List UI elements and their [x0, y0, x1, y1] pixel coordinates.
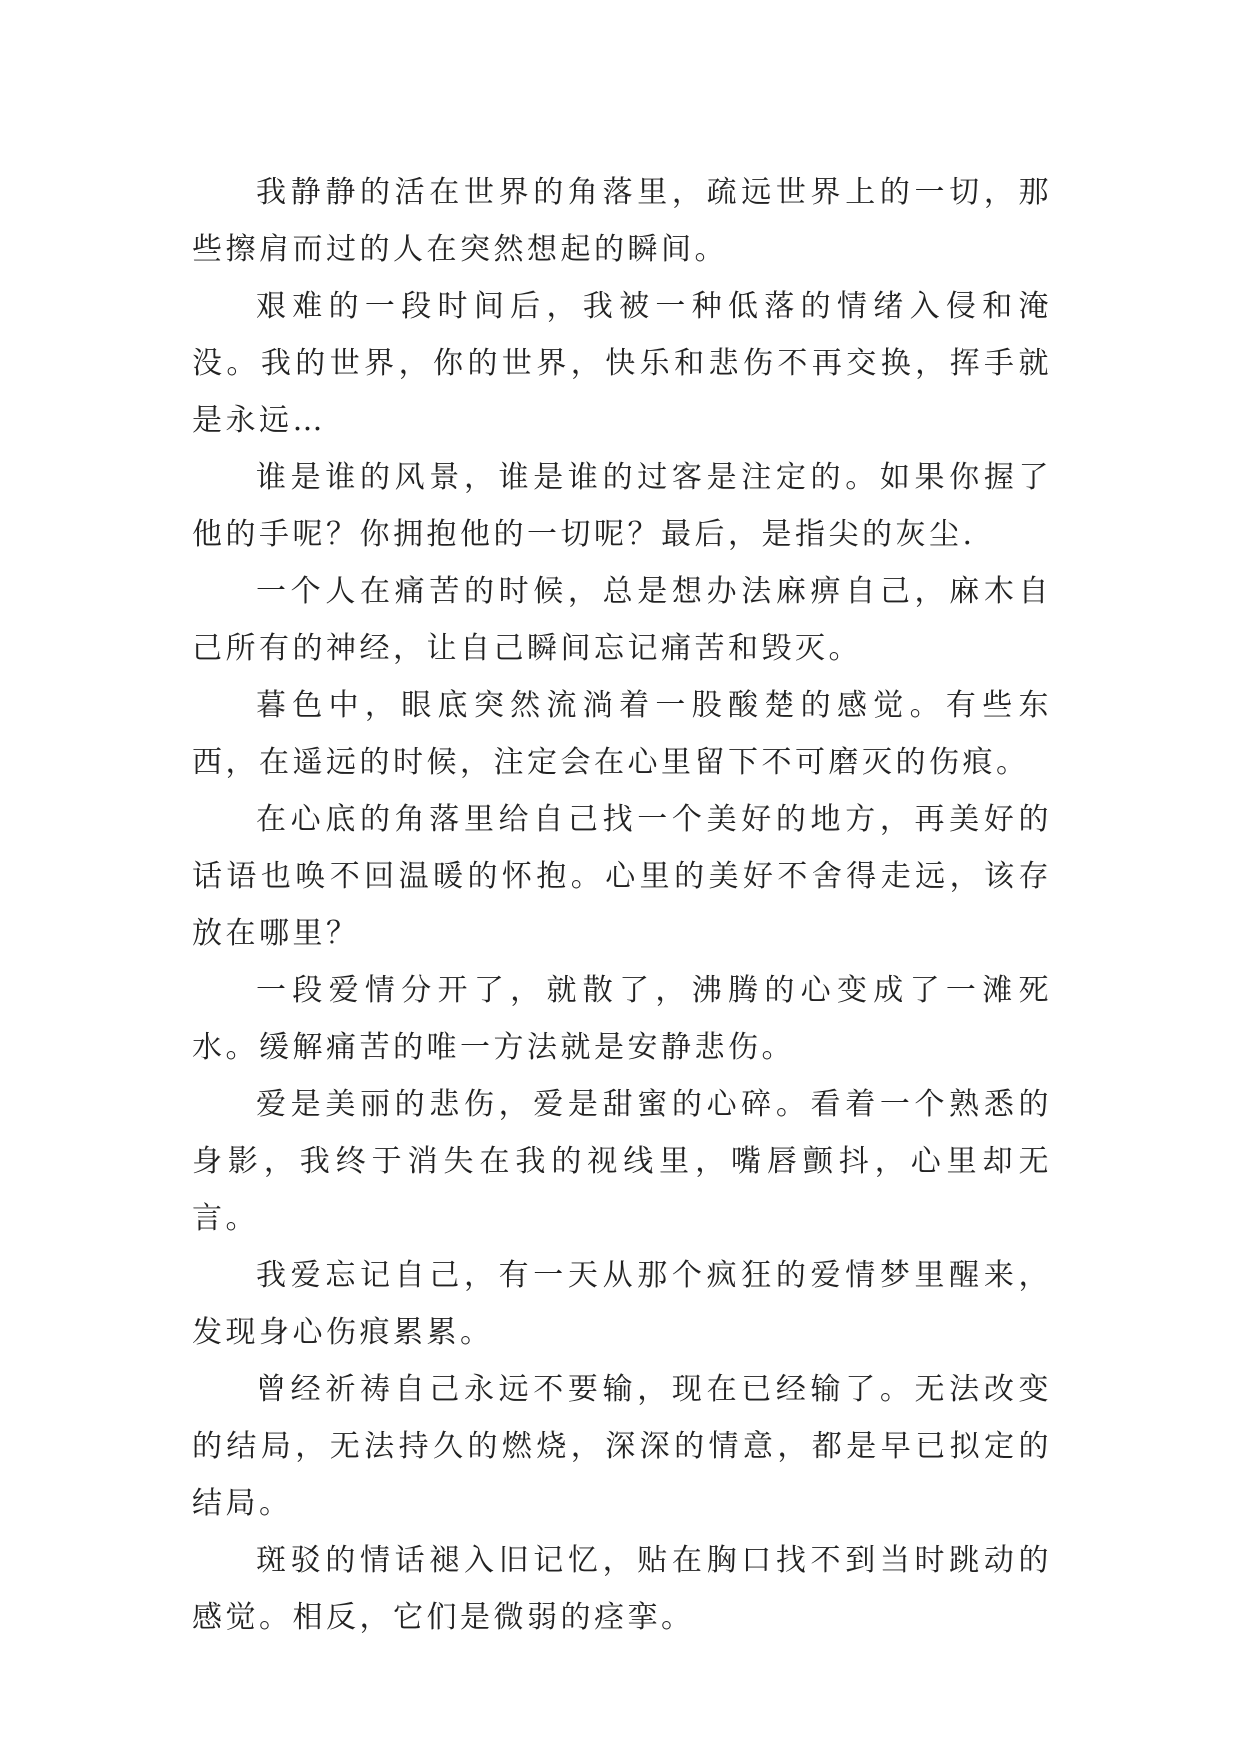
- paragraph: 爱是美丽的悲伤，爱是甜蜜的心碎。看着一个熟悉的身影，我终于消失在我的视线里，嘴唇颤抖，心里却无言。: [192, 1087, 1052, 1236]
- paragraph: 在心底的角落里给自己找一个美好的地方，再美好的话语也唤不回温暖的怀抱。心里的美好不舍得走远，该存放在哪里？: [192, 802, 1052, 951]
- document-body: [192, 164, 1052, 1646]
- paragraph: 暮色中，眼底突然流淌着一股酸楚的感觉。有些东西，在遥远的时候，注定会在心里留下不可磨灭的伤痕。: [192, 688, 1052, 780]
- paragraph: 一段爱情分开了，就散了，沸腾的心变成了一滩死水。缓解痛苦的唯一方法就是安静悲伤。: [192, 973, 1052, 1065]
- paragraph: 我静静的活在世界的角落里，疏远世界上的一切，那些擦肩而过的人在突然想起的瞬间。: [192, 175, 1052, 267]
- paragraph: 斑驳的情话褪入旧记忆，贴在胸口找不到当时跳动的感觉。相反，它们是微弱的痉挛。: [192, 1543, 1052, 1635]
- paragraph: 我爱忘记自己，有一天从那个疯狂的爱情梦里醒来，发现身心伤痕累累。: [192, 1258, 1052, 1350]
- paragraph: 艰难的一段时间后，我被一种低落的情绪入侵和淹没。我的世界，你的世界，快乐和悲伤不再交换，挥手就是永远…: [192, 289, 1052, 438]
- paragraph: 曾经祈祷自己永远不要输，现在已经输了。无法改变的结局，无法持久的燃烧，深深的情意，都是早已拟定的结局。: [192, 1372, 1052, 1521]
- paragraph: 谁是谁的风景，谁是谁的过客是注定的。如果你握了他的手呢？你拥抱他的一切呢？最后，是指尖的灰尘.: [192, 460, 1052, 552]
- paragraph: 一个人在痛苦的时候，总是想办法麻痹自己，麻木自己所有的神经，让自己瞬间忘记痛苦和毁灭。: [192, 574, 1052, 666]
